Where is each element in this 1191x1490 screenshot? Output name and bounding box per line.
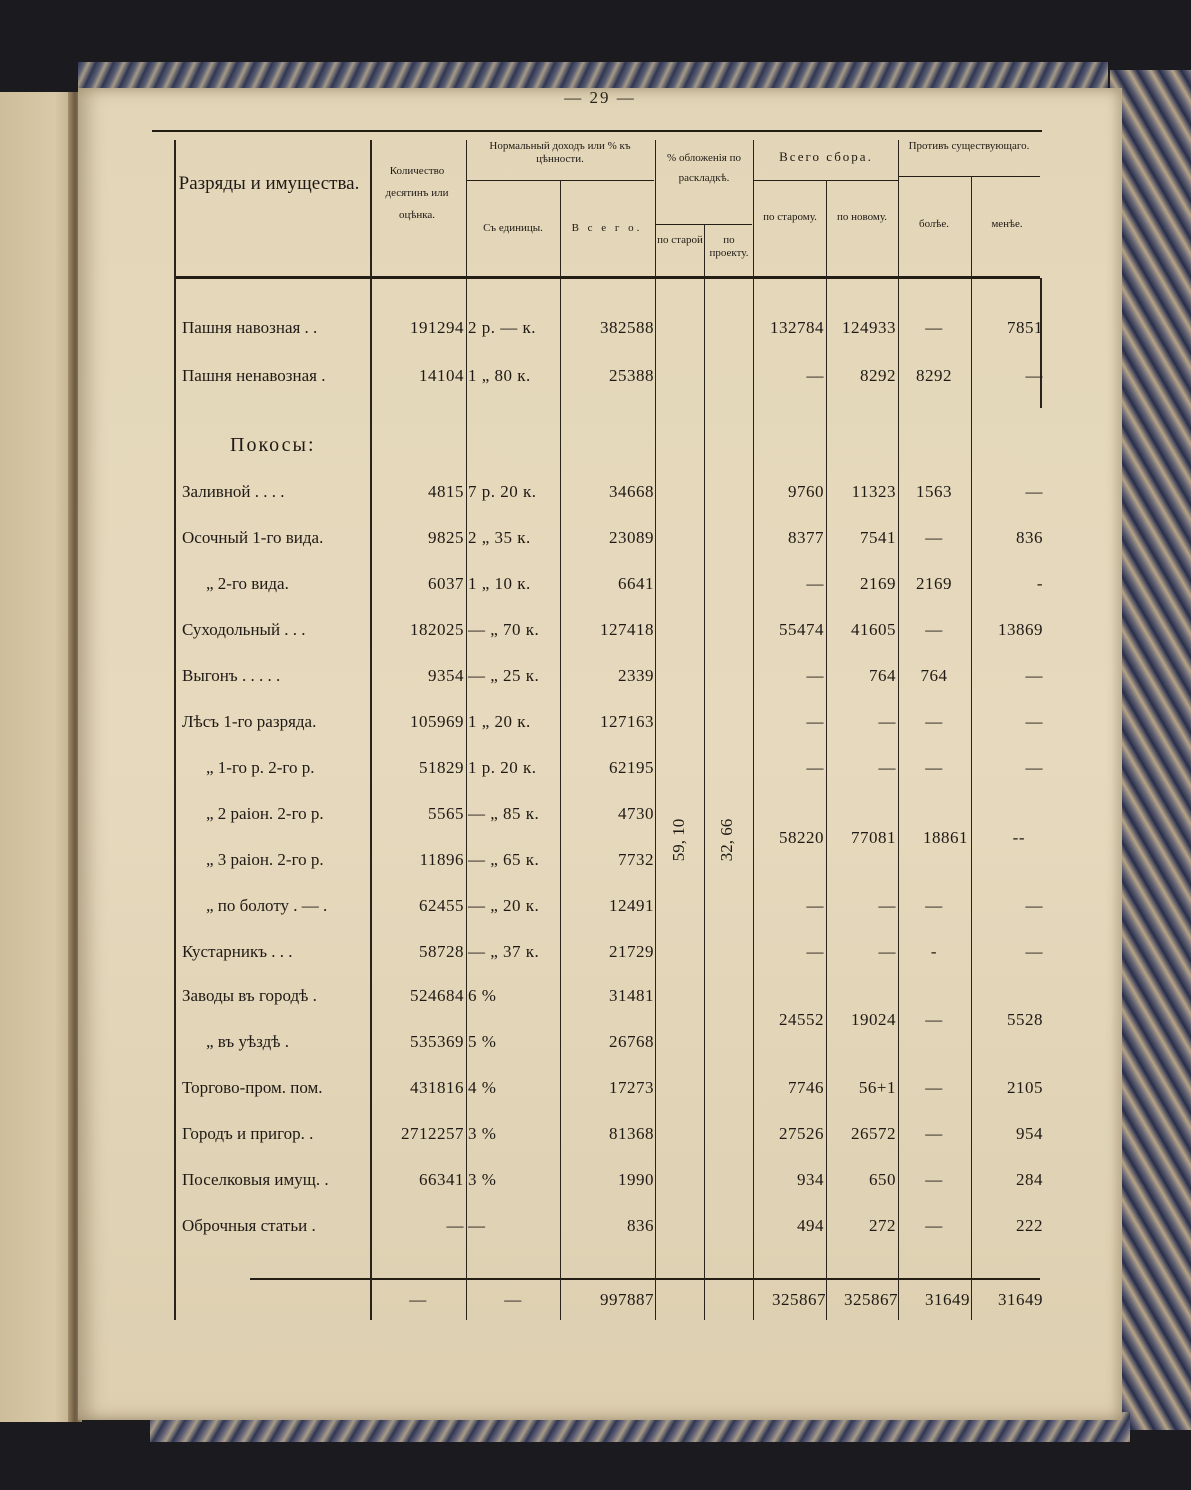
table-cell-qty: 431816 bbox=[410, 1078, 464, 1097]
table-cell-unit: 4 % bbox=[468, 1078, 497, 1097]
table-cell-qty: 6037 bbox=[428, 574, 464, 593]
table-cell-more: — bbox=[925, 1124, 943, 1143]
header-levy-new: по новому. bbox=[836, 211, 888, 223]
table-cell-less: 13869 bbox=[998, 620, 1043, 639]
table-cell-more: — bbox=[925, 528, 943, 547]
table-cell-total: 25388 bbox=[609, 366, 654, 385]
header-less: менѣе. bbox=[991, 218, 1023, 230]
table-cell-unit: — bbox=[468, 1216, 486, 1235]
table-cell-new: 650 bbox=[869, 1170, 896, 1189]
table-cell-total: 12491 bbox=[609, 896, 654, 915]
table-cell-name: Суходольный . . . bbox=[182, 620, 306, 639]
table-cell-name: Выгонъ . . . . . bbox=[182, 666, 281, 685]
table-cell-qty: 14104 bbox=[419, 366, 464, 385]
table-cell-unit: — „ 70 к. bbox=[468, 620, 540, 639]
table-cell-old: 8377 bbox=[788, 528, 824, 547]
merged-plants-more: — bbox=[925, 1010, 943, 1029]
col-line-rate bbox=[655, 140, 656, 1320]
table-cell-qty: 182025 bbox=[410, 620, 464, 639]
table-cell-qty: 62455 bbox=[419, 896, 464, 915]
table-cell-old: — bbox=[806, 666, 824, 685]
table-cell-new: 26572 bbox=[851, 1124, 896, 1143]
table-cell-old: — bbox=[806, 758, 824, 777]
col-line-left bbox=[174, 140, 176, 1320]
table-cell-qty: 5565 bbox=[428, 804, 464, 823]
header-old: по старой bbox=[657, 234, 703, 246]
table-cell-less: 2105 bbox=[1007, 1078, 1043, 1097]
table-cell-name: „ по болоту . — . bbox=[206, 896, 328, 915]
rule-versus bbox=[898, 176, 1040, 177]
table-cell-more: 8292 bbox=[916, 366, 952, 385]
table-cell-more: — bbox=[925, 712, 943, 731]
table-cell-unit: 5 % bbox=[468, 1032, 497, 1051]
col-line-rate-mid bbox=[704, 224, 705, 1320]
table-cell-name: Городъ и пригор. . bbox=[182, 1124, 314, 1143]
table-cell-less: — bbox=[1025, 896, 1043, 915]
table-cell-old: — bbox=[806, 896, 824, 915]
table-cell-less: — bbox=[1025, 942, 1043, 961]
header-tax-rate: % обложенія по раскладкѣ. bbox=[667, 152, 741, 184]
table-cell-qty: 105969 bbox=[410, 712, 464, 731]
header-levy-old: по старому. bbox=[763, 211, 817, 223]
table-cell-old: 27526 bbox=[779, 1124, 824, 1143]
table-cell-new: 2169 bbox=[860, 574, 896, 593]
table-cell-more: — bbox=[925, 758, 943, 777]
table-cell-new: 272 bbox=[869, 1216, 896, 1235]
table-cell-qty: — bbox=[446, 1216, 464, 1235]
table-cell-unit: — „ 20 к. bbox=[468, 896, 540, 915]
table-cell-more: — bbox=[925, 318, 943, 337]
table-cell-new: 124933 bbox=[842, 318, 896, 337]
table-cell-unit: 1 р. 20 к. bbox=[468, 758, 537, 777]
col-line-versus-mid bbox=[971, 176, 972, 1320]
merged-forest-old: 58220 bbox=[779, 828, 824, 847]
table-cell-old: — bbox=[806, 712, 824, 731]
table-cell-less: — bbox=[1025, 482, 1043, 501]
table-cell-unit: 1 „ 20 к. bbox=[468, 712, 531, 731]
table-cell-total: 836 bbox=[627, 1216, 654, 1235]
table-cell-name: „ 1-го р. 2-го р. bbox=[206, 758, 315, 777]
table-cell-old: 55474 bbox=[779, 620, 824, 639]
total-less: 31649 bbox=[998, 1290, 1043, 1309]
total-levy-new: 325867 bbox=[844, 1290, 898, 1309]
page-number: — 29 — bbox=[564, 88, 636, 107]
table-cell-total: 7732 bbox=[618, 850, 654, 869]
binding-cover-right bbox=[1110, 70, 1191, 1430]
table-cell-unit: 2 „ 35 к. bbox=[468, 528, 531, 547]
table-cell-old: 9760 bbox=[788, 482, 824, 501]
table-cell-total: 21729 bbox=[609, 942, 654, 961]
table-cell-total: 6641 bbox=[618, 574, 654, 593]
header-versus: Противъ существующаго. bbox=[908, 140, 1030, 152]
table-cell-total: 1990 bbox=[618, 1170, 654, 1189]
rule-totals bbox=[250, 1278, 1040, 1280]
header-per-unit: Съ единицы. bbox=[483, 222, 543, 234]
table-cell-new: — bbox=[878, 758, 896, 777]
table-cell-less: 284 bbox=[1016, 1170, 1043, 1189]
table-cell-total: 31481 bbox=[609, 986, 654, 1005]
table-cell-unit: 3 % bbox=[468, 1124, 497, 1143]
table-cell-unit: — „ 37 к. bbox=[468, 942, 540, 961]
table-cell-name: „ 2-го вида. bbox=[206, 574, 289, 593]
merged-plants-old: 24552 bbox=[779, 1010, 824, 1029]
table-cell-new: — bbox=[878, 712, 896, 731]
col-line-right bbox=[1040, 278, 1042, 408]
table-cell-new: 11323 bbox=[851, 482, 896, 501]
table-cell-old: 7746 bbox=[788, 1078, 824, 1097]
table-cell-less: — bbox=[1025, 366, 1043, 385]
rate-project-value: 32, 66 bbox=[717, 818, 736, 862]
header-quantity: Количество десятинъ или оцѣнка. bbox=[385, 165, 449, 221]
col-line-levy-mid bbox=[826, 180, 827, 1320]
table-cell-name: Пашня навозная . . bbox=[182, 318, 318, 337]
table-cell-new: 41605 bbox=[851, 620, 896, 639]
table-cell-qty: 51829 bbox=[419, 758, 464, 777]
table-cell-name: Заливной . . . . bbox=[182, 482, 285, 501]
total-levy-old: 325867 bbox=[772, 1290, 826, 1309]
table-cell-total: 127418 bbox=[600, 620, 654, 639]
table-cell-name: Пашня ненавозная . bbox=[182, 366, 326, 385]
table-cell-more: — bbox=[925, 1216, 943, 1235]
table-cell-old: — bbox=[806, 366, 824, 385]
col-line-unit bbox=[466, 140, 467, 1320]
table-cell-qty: 535369 bbox=[410, 1032, 464, 1051]
table-cell-new: — bbox=[878, 942, 896, 961]
table-cell-more: 764 bbox=[920, 666, 948, 685]
table-cell-name: Кустарникъ . . . bbox=[182, 942, 293, 961]
table-cell-qty: 2712257 bbox=[401, 1124, 464, 1143]
rule-header-bottom bbox=[174, 276, 1040, 279]
table-cell-total: 4730 bbox=[618, 804, 654, 823]
table-cell-old: 934 bbox=[797, 1170, 824, 1189]
table-cell-old: — bbox=[806, 942, 824, 961]
table-cell-name: Лѣсъ 1-го разряда. bbox=[182, 712, 317, 731]
header-income: Нормальный доходъ или % къ цѣнности. bbox=[489, 140, 631, 165]
table-cell-name: „ 3 раіон. 2-го р. bbox=[206, 850, 324, 869]
merged-plants-new: 19024 bbox=[851, 1010, 896, 1029]
table-cell-total: 81368 bbox=[609, 1124, 654, 1143]
book-page bbox=[78, 88, 1122, 1420]
table-cell-qty: 9825 bbox=[428, 528, 464, 547]
table-cell-old: 132784 bbox=[770, 318, 824, 337]
table-cell-more: - bbox=[930, 942, 938, 961]
table-cell-qty: 4815 bbox=[428, 482, 464, 501]
table-cell-less: — bbox=[1025, 758, 1043, 777]
total-more: 31649 bbox=[925, 1290, 970, 1309]
table-cell-new: 764 bbox=[869, 666, 896, 685]
table-cell-more: — bbox=[925, 896, 943, 915]
table-cell-more: 1563 bbox=[916, 482, 952, 501]
table-cell-total: 2339 bbox=[618, 666, 654, 685]
section-heading-pokosy: Покосы: bbox=[230, 434, 316, 456]
table-cell-new: 56+1 bbox=[858, 1078, 896, 1097]
table-cell-unit: 3 % bbox=[468, 1170, 497, 1189]
table-cell-unit: — „ 25 к. bbox=[468, 666, 540, 685]
table-cell-name: Оброчныя статьи . bbox=[182, 1216, 316, 1235]
table-cell-less: 7851 bbox=[1007, 318, 1043, 337]
table-cell-more: — bbox=[925, 1170, 943, 1189]
table-cell-name: Заводы въ городѣ . bbox=[182, 986, 317, 1005]
table-cell-qty: 11896 bbox=[419, 850, 464, 869]
table-cell-more: — bbox=[925, 620, 943, 639]
table-cell-qty: 191294 bbox=[410, 318, 464, 337]
total-sum: 997887 bbox=[600, 1290, 654, 1309]
total-qty: — bbox=[409, 1290, 427, 1309]
rule-top bbox=[152, 130, 1042, 132]
table-cell-total: 23089 bbox=[609, 528, 654, 547]
table-cell-unit: — „ 85 к. bbox=[468, 804, 540, 823]
table-cell-new: 8292 bbox=[860, 366, 896, 385]
table-cell-total: 17273 bbox=[609, 1078, 654, 1097]
header-project: по проекту. bbox=[709, 234, 749, 259]
table-cell-unit: 6 % bbox=[468, 986, 497, 1005]
header-total: В с е г о. bbox=[571, 222, 643, 234]
table-cell-total: 26768 bbox=[609, 1032, 654, 1051]
table-cell-qty: 66341 bbox=[419, 1170, 464, 1189]
table-cell-unit: 2 р. — к. bbox=[468, 318, 537, 337]
table-cell-old: — bbox=[806, 574, 824, 593]
table-cell-less: — bbox=[1025, 712, 1043, 731]
table-cell-qty: 9354 bbox=[428, 666, 464, 685]
table-cell-new: — bbox=[878, 896, 896, 915]
header-more: болѣе. bbox=[918, 218, 950, 230]
table-cell-name: Поселковыя имущ. . bbox=[182, 1170, 329, 1189]
table-cell-name: „ въ уѣздѣ . bbox=[206, 1032, 289, 1051]
merged-plants-less: 5528 bbox=[1007, 1010, 1043, 1029]
table-cell-less: — bbox=[1025, 666, 1043, 685]
table-cell-unit: 1 „ 80 к. bbox=[468, 366, 531, 385]
table-cell-old: 494 bbox=[797, 1216, 824, 1235]
table-cell-more: — bbox=[925, 1078, 943, 1097]
table-cell-qty: 524684 bbox=[410, 986, 464, 1005]
rate-old-value: 59, 10 bbox=[669, 818, 688, 862]
table-cell-unit: 7 р. 20 к. bbox=[468, 482, 537, 501]
table-cell-less: 836 bbox=[1016, 528, 1043, 547]
left-page-edge bbox=[0, 92, 78, 1422]
table-cell-less: - bbox=[1036, 574, 1043, 593]
header-category: Разряды и имущества. bbox=[178, 173, 360, 194]
table-cell-less: 222 bbox=[1016, 1216, 1043, 1235]
table-cell-total: 127163 bbox=[600, 712, 654, 731]
table-cell-unit: — „ 65 к. bbox=[468, 850, 540, 869]
table-cell-total: 34668 bbox=[609, 482, 654, 501]
table-cell-new: 7541 bbox=[860, 528, 896, 547]
table-cell-name: Осочный 1-го вида. bbox=[182, 528, 324, 547]
table-cell-name: Торгово-пром. пом. bbox=[182, 1078, 323, 1097]
header-all-levy: Всего сбора. bbox=[779, 149, 873, 164]
table-cell-more: 2169 bbox=[916, 574, 952, 593]
merged-forest-less: -- bbox=[1012, 828, 1025, 847]
total-unit: — bbox=[504, 1290, 522, 1309]
merged-forest-more: 18861 bbox=[923, 828, 968, 847]
table-cell-unit: 1 „ 10 к. bbox=[468, 574, 531, 593]
table-cell-qty: 58728 bbox=[419, 942, 464, 961]
table-cell-name: „ 2 раіон. 2-го р. bbox=[206, 804, 324, 823]
merged-forest-new: 77081 bbox=[851, 828, 896, 847]
table-cell-total: 62195 bbox=[609, 758, 654, 777]
table-cell-total: 382588 bbox=[600, 318, 654, 337]
col-line-total bbox=[560, 180, 561, 1320]
table-cell-less: 954 bbox=[1016, 1124, 1043, 1143]
